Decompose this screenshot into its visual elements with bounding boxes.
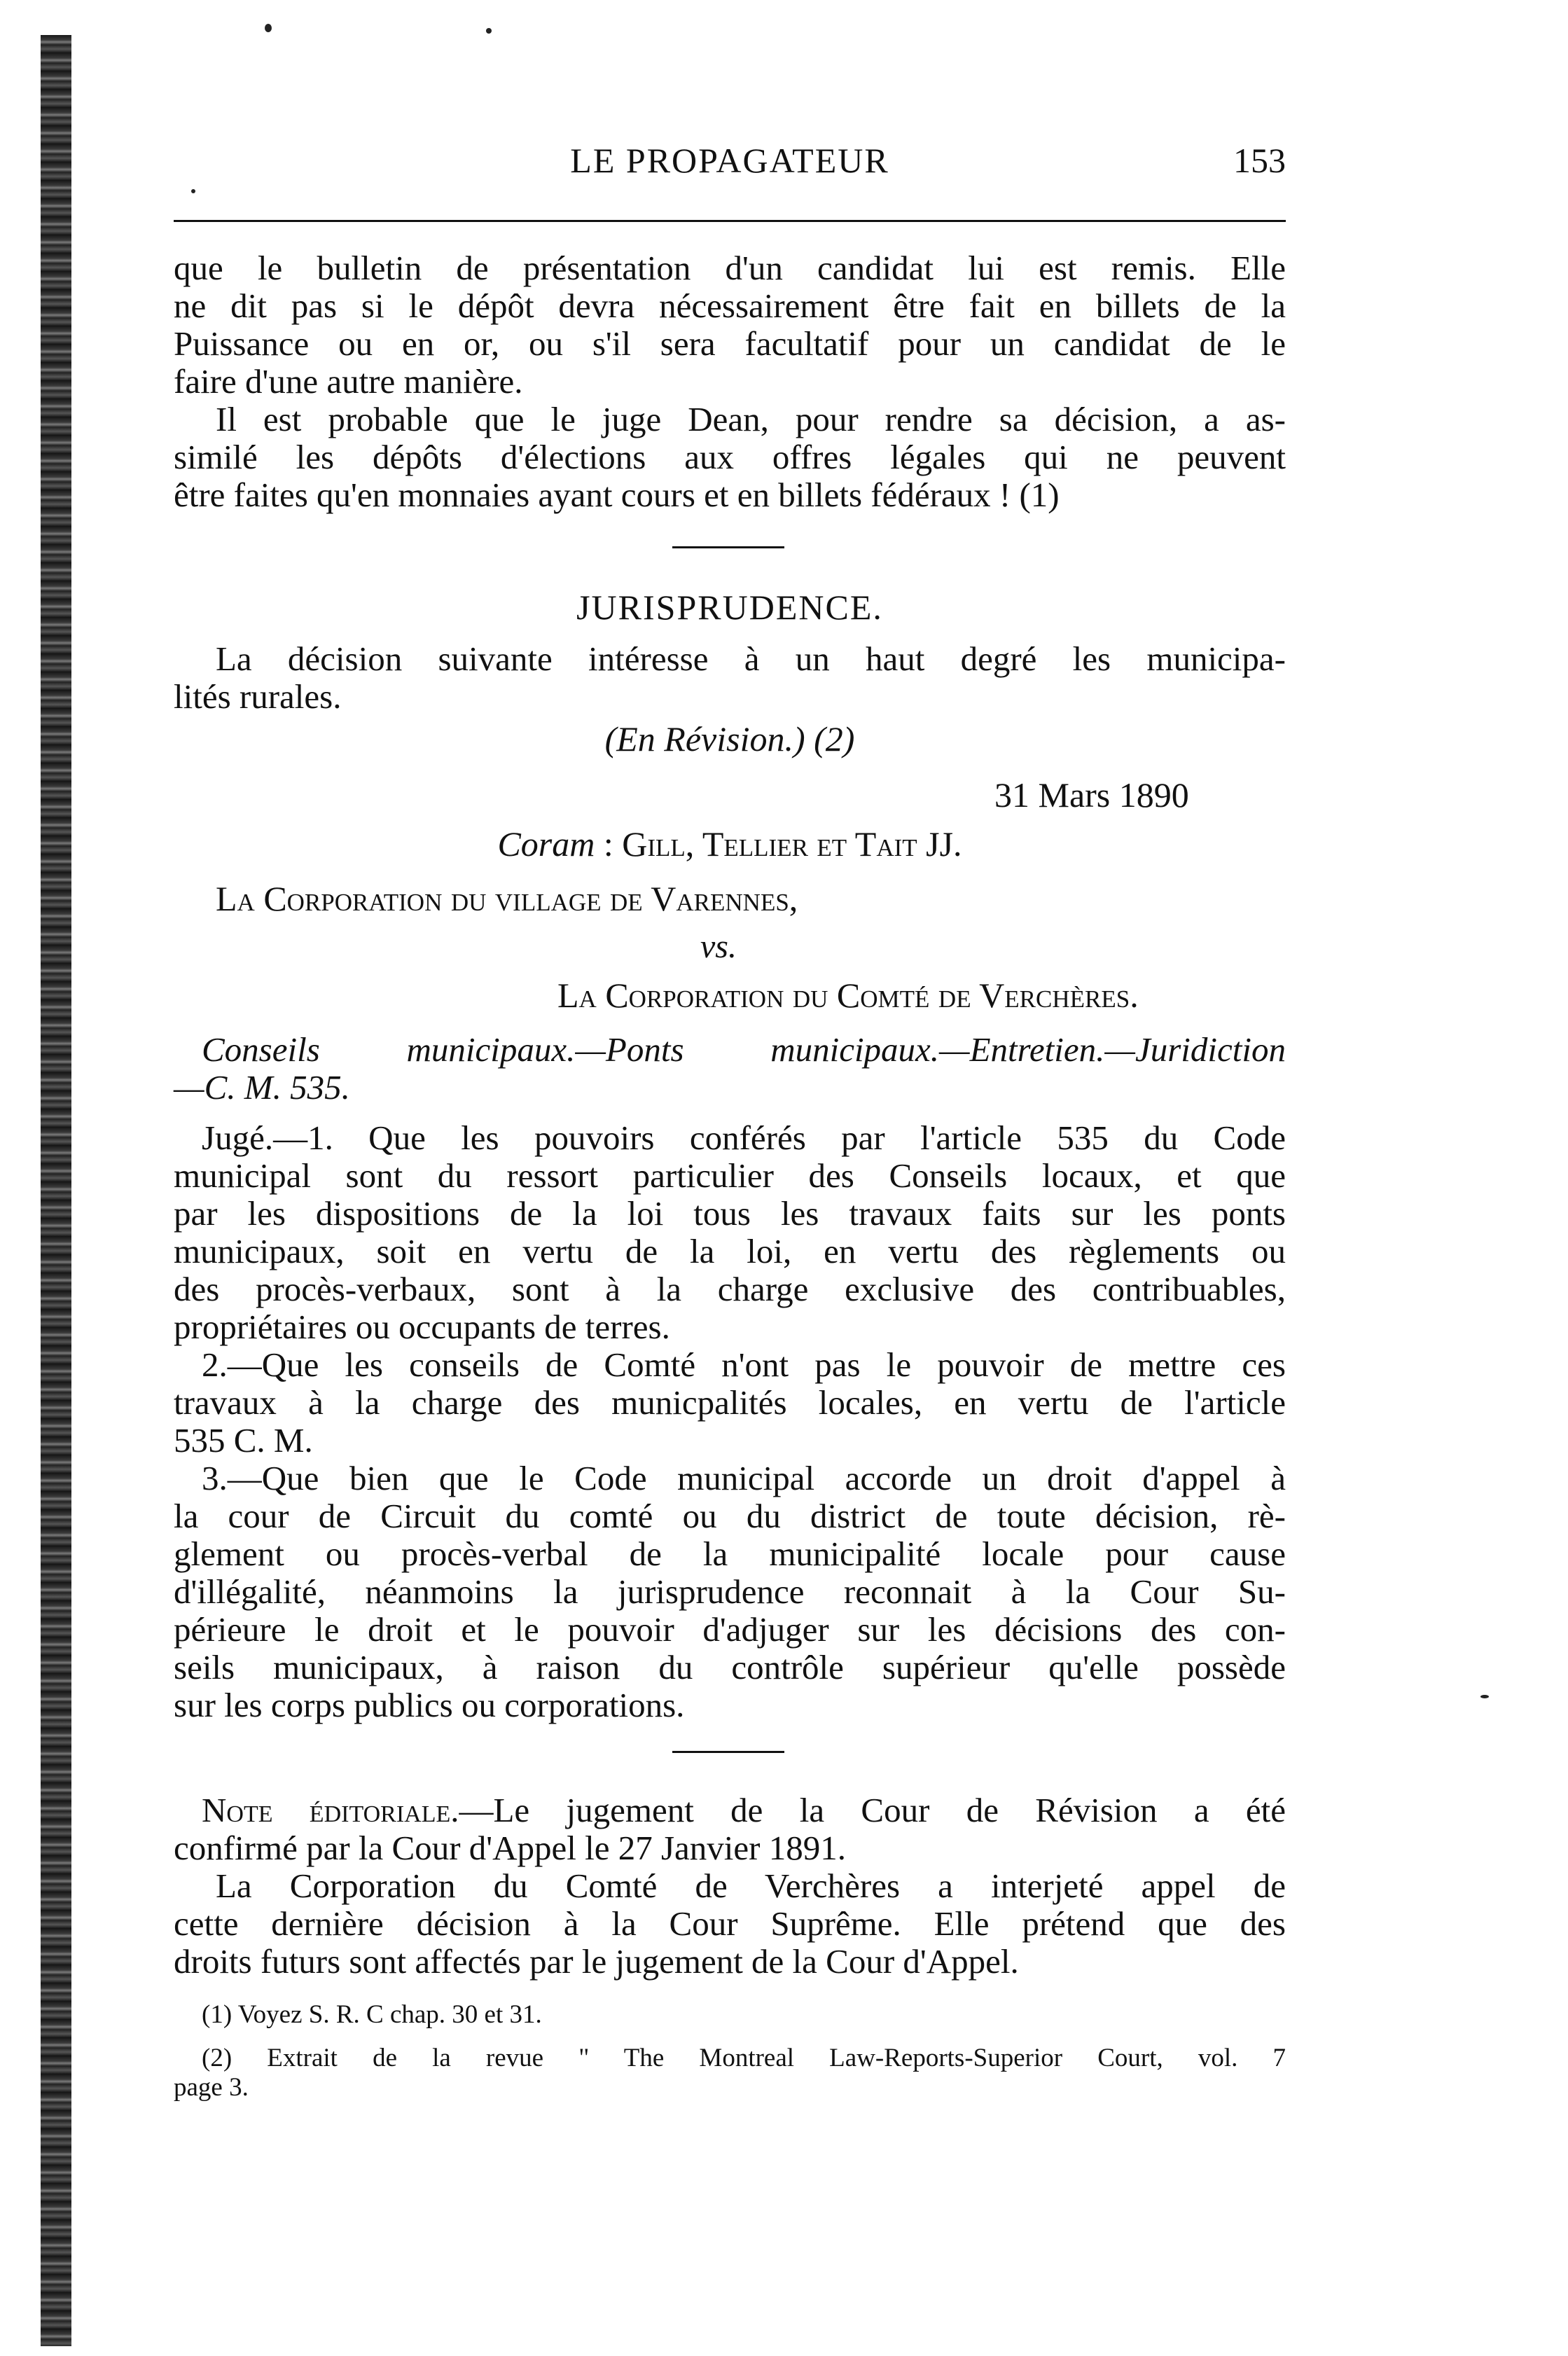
text-line: cette dernière décision à la Cour Suprême. Elle prétend que des (174, 1904, 1286, 1943)
text-line: Jugé.—1. Que les pouvoirs conférés par l'article 535 du Code (202, 1118, 1286, 1157)
footnote-line: page 3. (174, 2073, 249, 2102)
text-line: que le bulletin de présentation d'un candidat lui est remis. Elle (174, 249, 1286, 287)
text-line: d'illégalité, néanmoins la jurisprudence reconnait à la Cour Su- (174, 1572, 1286, 1611)
text-line: 3.—Que bien que le Code municipal accorde un droit d'appel à (202, 1459, 1286, 1497)
text-line: municipaux, soit en vertu de la loi, en vertu des règlements ou (174, 1232, 1286, 1270)
text-line: seils municipaux, à raison du contrôle supérieur qu'elle possède (174, 1648, 1286, 1686)
scan-speck (1480, 1695, 1489, 1698)
text-line: la cour de Circuit du comté ou du district de toute décision, rè- (174, 1497, 1286, 1535)
running-header (174, 140, 1286, 189)
intro-paragraph (174, 249, 1286, 401)
text-line: par les dispositions de la loi tous les travaux faits sur les ponts (174, 1194, 1286, 1233)
text-line: travaux à la charge des municpalités locales, en vertu de l'article (174, 1383, 1286, 1422)
jurisprudence-intro (174, 640, 1286, 716)
text-line: faire d'une autre manière. (174, 362, 523, 401)
text-line: similé les dépôts d'élections aux offres légales qui ne peuvent (174, 438, 1286, 476)
text-line: confirmé par la Cour d'Appel le 27 Janvier 1891. (174, 1829, 846, 1867)
text-line: lités rurales. (174, 677, 342, 716)
editorial-note (174, 1792, 1286, 1867)
holding-1 (174, 1119, 1286, 1346)
text-line: ne dit pas si le dépôt devra nécessairement être fait en billets de la (174, 286, 1286, 325)
scan-speck (191, 189, 195, 193)
section-separator (672, 546, 784, 548)
editorial-note-continued (174, 1867, 1286, 1981)
footnote-2 (174, 2044, 1286, 2102)
coram-line (174, 824, 1286, 864)
plaintiff: La Corporation du village de Varennes, (216, 879, 798, 918)
text-line: —C. M. 535. (174, 1068, 350, 1107)
coram-judges: : Gill, Tellier et Tait JJ. (603, 824, 962, 864)
court-note: (En Révision.) (2) (604, 719, 855, 758)
versus: vs. (700, 928, 737, 965)
text-line: propriétaires ou occupants de terres. (174, 1308, 670, 1346)
text-line (174, 1792, 1286, 1829)
text-line: des procès-verbaux, sont à la charge exclusive des contribuables, (174, 1270, 1286, 1308)
text-line: glement ou procès-verbal de la municipalité locale pour cause (174, 1534, 1286, 1573)
case-date: 31 Mars 1890 (994, 775, 1189, 815)
text-line: 535 C. M. (174, 1421, 313, 1460)
footnote-line: (2) Extrait de la revue " The Montreal Law-Reports-Superior Court, vol. 7 (202, 2044, 1286, 2072)
header-rule (174, 220, 1286, 222)
second-paragraph (174, 401, 1286, 514)
defendant: La Corporation du Comté de Verchères. (557, 976, 1139, 1015)
section-separator (672, 1751, 784, 1753)
running-title: LE PROPAGATEUR (570, 141, 889, 180)
scan-speck (265, 24, 272, 32)
section-heading: JURISPRUDENCE. (576, 588, 883, 627)
scanned-binding-edge (41, 35, 71, 2346)
text-line: Conseils municipaux.—Ponts municipaux.—Entretien.—Juridiction (202, 1030, 1286, 1069)
holding-3 (174, 1460, 1286, 1724)
text-line: Il est probable que le juge Dean, pour rendre sa décision, a as- (216, 400, 1286, 438)
text-line: 2.—Que les conseils de Comté n'ont pas le pouvoir de mettre ces (202, 1345, 1286, 1384)
text-line: Puissance ou en or, ou s'il sera facultatif pour un candidat de le (174, 324, 1286, 363)
case-keywords (174, 1031, 1286, 1107)
scan-speck (486, 28, 492, 34)
coram-label: Coram (497, 824, 595, 864)
text-line: droits futurs sont affectés par le jugement de la Cour d'Appel. (174, 1942, 1019, 1981)
text-line: périeure le droit et le pouvoir d'adjuger sur les décisions des con- (174, 1610, 1286, 1649)
text-line: sur les corps publics ou corporations. (174, 1686, 685, 1724)
editorial-note-text: —Le jugement de la Cour de Révision a été (459, 1791, 1286, 1829)
footnote-line: (1) Voyez S. R. C chap. 30 et 31. (202, 2000, 542, 2029)
footnote-1 (174, 2000, 1286, 2030)
text-line: La décision suivante intéresse à un haut degré les municipa- (216, 639, 1286, 678)
editorial-note-label: Note éditoriale. (202, 1791, 459, 1829)
holding-2 (174, 1346, 1286, 1460)
text-line: être faites qu'en monnaies ayant cours et en billets fédéraux ! (1) (174, 476, 1060, 514)
page-number: 153 (1233, 141, 1286, 180)
text-line: La Corporation du Comté de Verchères a interjeté appel de (216, 1866, 1286, 1905)
text-line: municipal sont du ressort particulier des Conseils locaux, et que (174, 1156, 1286, 1195)
